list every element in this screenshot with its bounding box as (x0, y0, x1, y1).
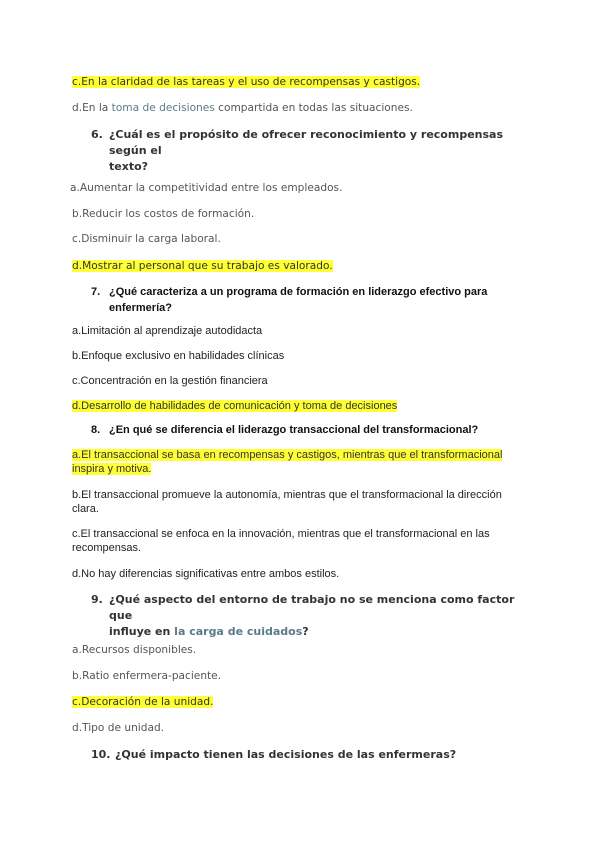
answer-option-c-prev (72, 75, 420, 89)
question-number: 7. (91, 286, 101, 298)
answer-option-c-line2: recompensas. (72, 542, 142, 554)
question-9 (91, 592, 531, 638)
highlight-correct-answer: c.Decoración de la unidad. (72, 696, 214, 708)
answer-option-d-prev: d.En la toma de decisiones compartida en todas las situaciones. (72, 102, 413, 114)
question-number: 8. (91, 424, 101, 436)
answer-option-b-line1: b.El transaccional promueve la autonomía, mientras que el transformacional la dirección (72, 489, 502, 501)
term-link[interactable]: toma de decisiones (111, 102, 215, 114)
question-text: ¿Cuál es el propósito de ofrecer reconocimiento y recompensas según el texto? (109, 128, 504, 173)
answer-option-c: c.Disminuir la carga laboral. (72, 233, 221, 245)
highlight-correct-answer: d.Desarrollo de habilidades de comunicación y toma de decisiones (72, 400, 398, 412)
question-number: 9. (91, 593, 103, 606)
answer-option-b: b.Enfoque exclusivo en habilidades clínicas (72, 350, 285, 362)
question-text: ¿Qué aspecto del entorno de trabajo no se menciona como factor que influye en la carga de cuidados? (109, 593, 515, 638)
term-link[interactable]: la carga de cuidados (174, 625, 303, 638)
answer-option-a: a.Limitación al aprendizaje autodidacta (72, 325, 263, 337)
question-number: 6. (91, 128, 103, 141)
answer-option-a: a.Aumentar la competitividad entre los empleados. (70, 182, 343, 194)
answer-option-b: b.Reducir los costos de formación. (72, 208, 255, 220)
answer-option-c: c.Concentración en la gestión financiera (72, 375, 268, 387)
question-text: ¿Qué caracteriza a un programa de formación en liderazgo efectivo para enfermería? (109, 286, 488, 314)
answer-option-b-line2: clara. (72, 503, 99, 515)
question-text: ¿Qué impacto tienen las decisiones de las enfermeras? (115, 748, 457, 761)
question-10 (91, 747, 531, 763)
highlight-correct-answer: d.Mostrar al personal que su trabajo es valorado. (72, 260, 333, 272)
answer-option-d: d.Tipo de unidad. (72, 722, 165, 734)
answer-option-a: a.Recursos disponibles. (72, 644, 197, 656)
answer-option-c (72, 695, 213, 709)
highlight-correct-answer: inspira y motiva. (72, 463, 152, 475)
question-6 (91, 127, 531, 173)
answer-option-c-line1: c.El transaccional se enfoca en la innovación, mientras que el transformacional en las (72, 528, 490, 540)
answer-option-d: d.No hay diferencias significativas entre ambos estilos. (72, 568, 340, 580)
answer-option-d (72, 399, 397, 413)
answer-option-a-line2 (72, 462, 151, 476)
question-number: 10. (91, 748, 111, 761)
highlight-correct-answer: a.El transaccional se basa en recompensas y castigos, mientras que el transformacional (72, 449, 503, 461)
question-7 (91, 284, 531, 316)
question-text: ¿En qué se diferencia el liderazgo transaccional del transformacional? (109, 424, 479, 436)
highlight-correct-answer: c.En la claridad de las tareas y el uso de recompensas y castigos. (72, 76, 421, 88)
answer-option-a-line1 (72, 448, 502, 462)
question-8 (91, 422, 531, 438)
answer-option-b: b.Ratio enfermera-paciente. (72, 670, 222, 682)
answer-option-d (72, 259, 333, 273)
